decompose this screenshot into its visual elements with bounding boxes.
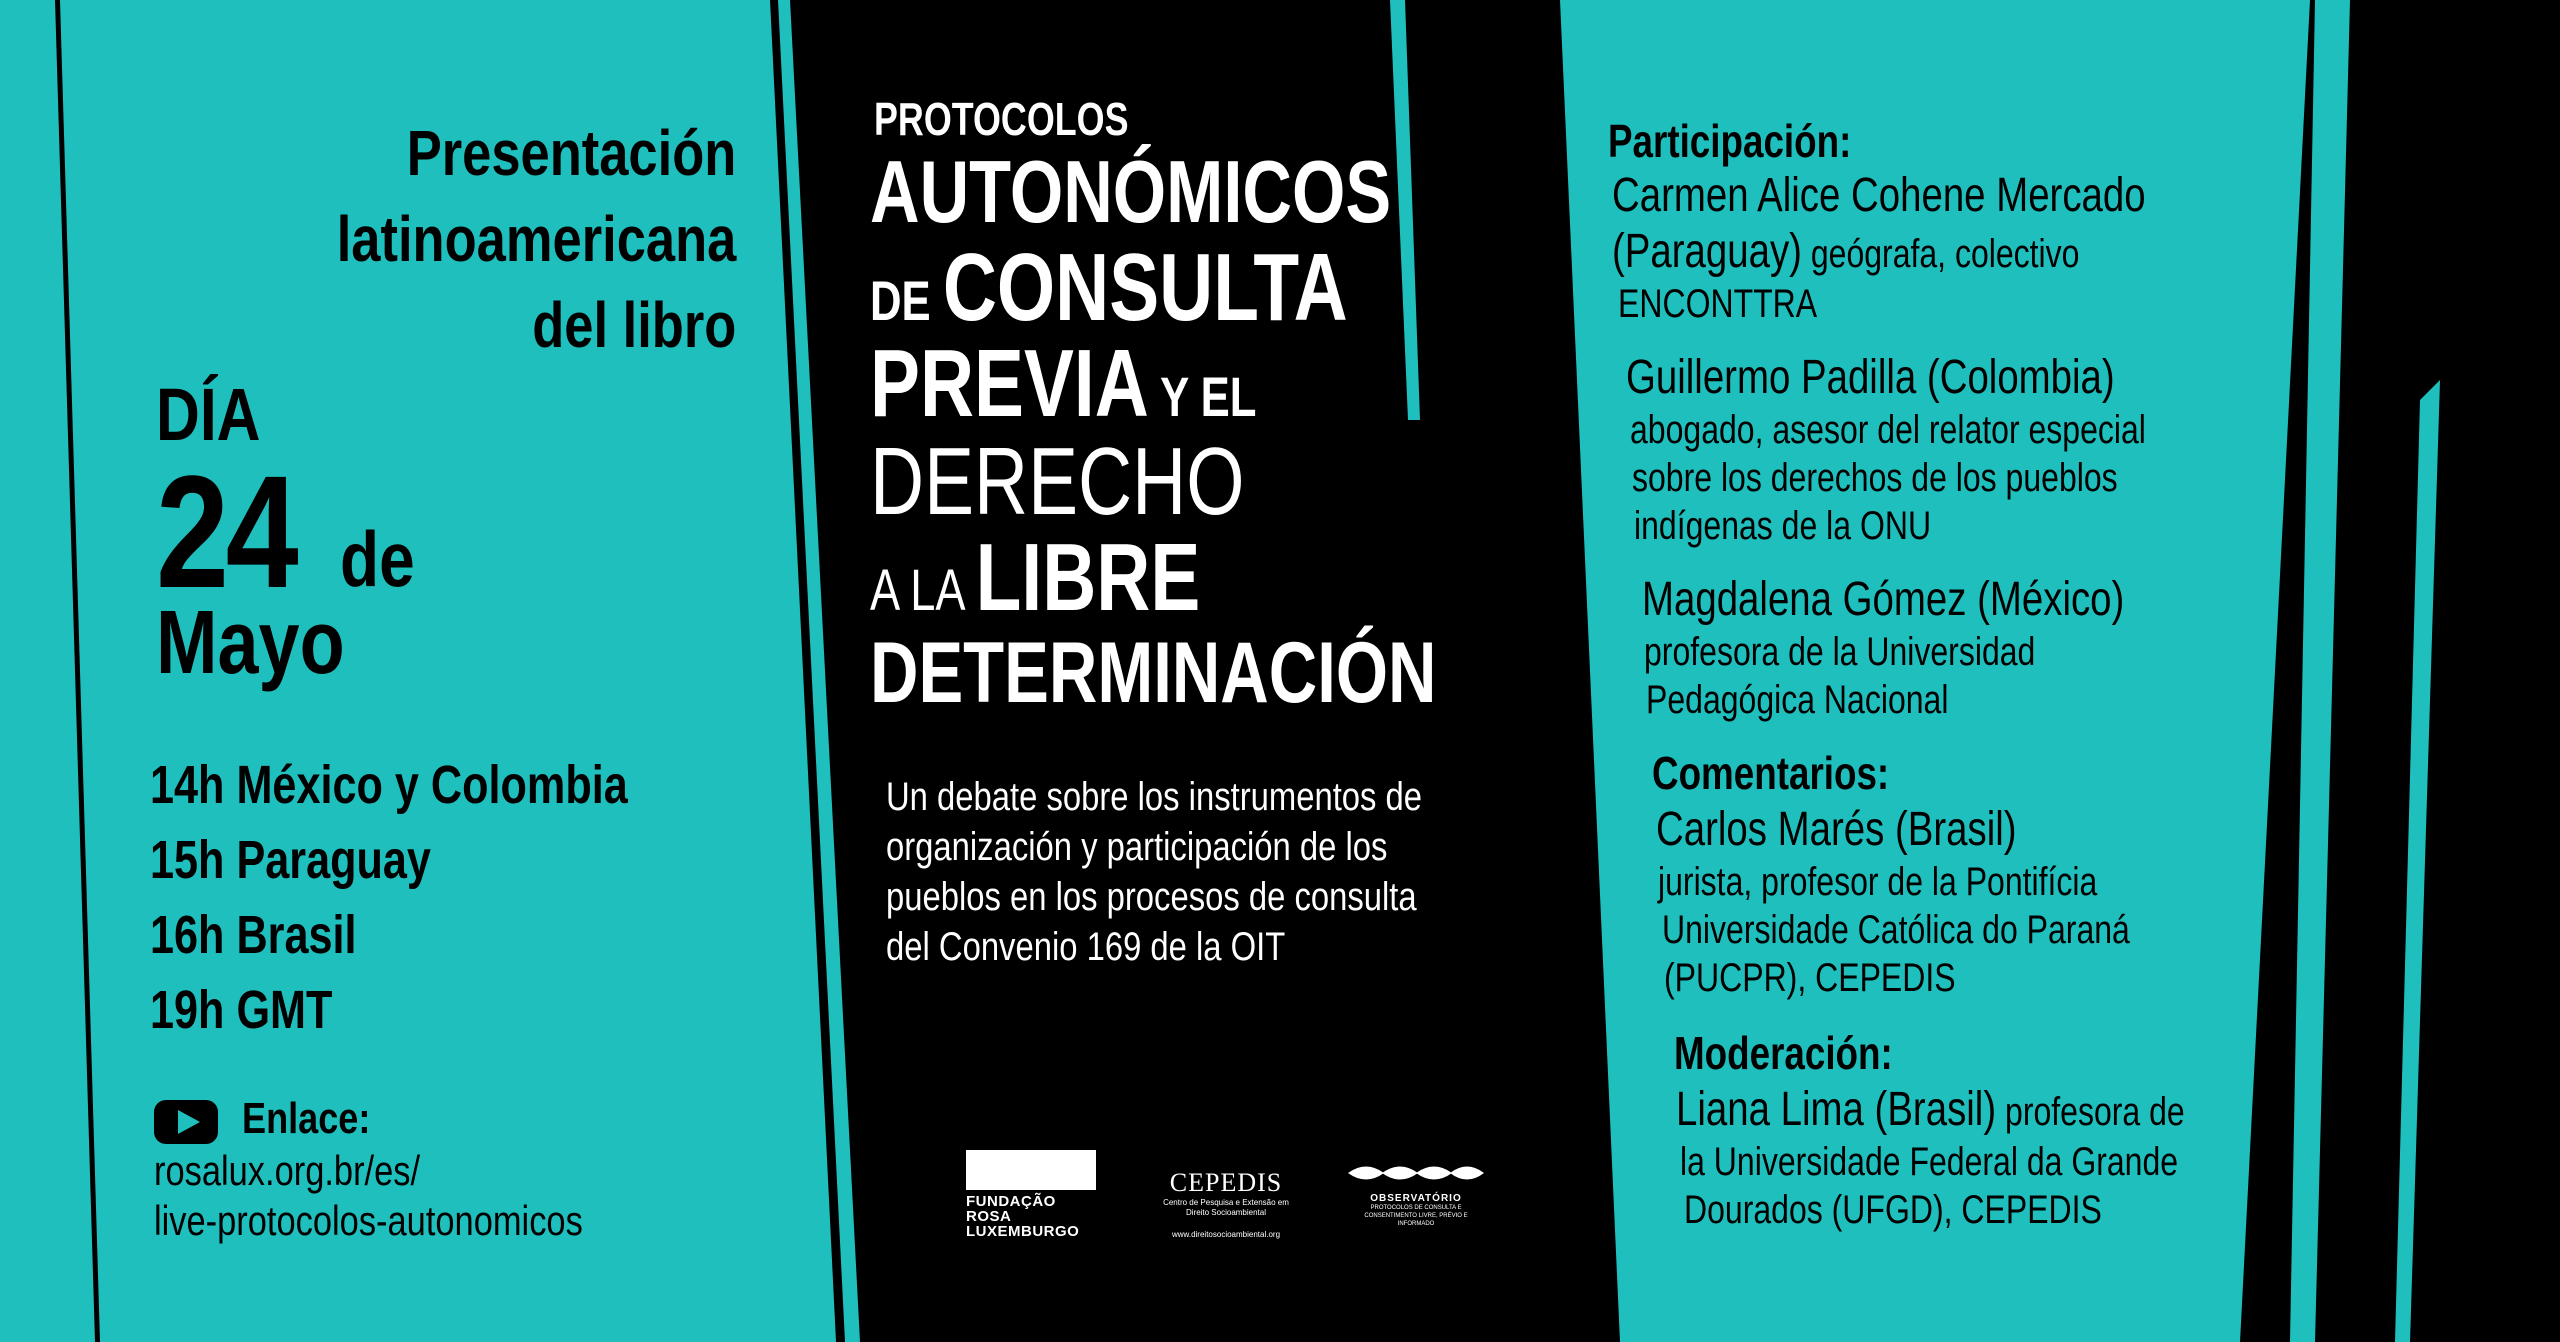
speaker-name: Guillermo Padilla (Colombia) [1626,351,2115,404]
frl-logo-text: FUNDAÇÃO ROSA LUXEMBURGO [966,1193,1080,1240]
moderator-name: Liana Lima (Brasil) [1676,1083,1997,1136]
commentator-role: (PUCPR), CEPEDIS [1664,956,1956,1000]
schedule-list [150,748,628,1048]
title-fragment: LIBRE [975,524,1201,631]
moderator-role: Dourados (UFGD), CEPEDIS [1684,1188,2102,1232]
schedule-item: 15h Paraguay [150,830,431,890]
cepedis-title: CEPEDIS [1169,1168,1283,1197]
presentation-line: latinoamericana [336,203,736,275]
schedule-item: 14h México y Colombia [150,755,628,815]
description-line: del Convenio 169 de la OIT [886,925,1286,969]
link-url-line[interactable]: rosalux.org.br/es/ [154,1147,421,1194]
title-line: AUTONÓMICOS [870,142,1392,241]
presentation-heading [336,110,736,368]
commentator-name: Carlos Marés (Brasil) [1656,803,2017,856]
speaker-role: indígenas de la ONU [1634,504,1932,548]
title-line: PROTOCOLOS [874,93,1129,145]
presentation-line: del libro [531,289,736,361]
speaker-name: Carmen Alice Cohene Mercado [1612,169,2146,222]
cepedis-logo [1152,1168,1300,1239]
frl-logo-block [966,1150,1096,1190]
description-line: organización y participación de los [886,825,1388,869]
schedule-item: 19h GMT [150,980,333,1040]
moderator-line [1676,1083,2185,1136]
moderation-heading: Moderación: [1674,1027,1893,1079]
title-line: DERECHO [870,428,1245,535]
title-fragment: A LA [870,558,976,623]
link-url[interactable] [154,1146,583,1246]
title-line [870,330,1338,437]
commentator-role: jurista, profesor de la Pontifícia [1658,860,2098,904]
day-label: DÍA [156,373,261,456]
speaker-role: Pedagógica Nacional [1646,678,1949,722]
speaker-country: (Paraguay) [1612,225,1802,278]
title-fragment: DE [870,269,943,332]
commentator-role: Universidade Católica do Paraná [1662,908,2130,952]
description-line: pueblos en los procesos de consulta [886,875,1417,919]
title-fragment: Y EL [1148,365,1257,428]
speaker-line [1612,225,2080,278]
link-label: Enlace: [242,1094,371,1143]
moderator-role: profesora de [1996,1090,2185,1134]
link-url-line[interactable]: live-protocolos-autonomicos [154,1197,583,1244]
description-line: Un debate sobre los instrumentos de [886,775,1423,819]
title-line [870,234,1348,341]
cepedis-url: www.direitosocioambiental.org [1171,1230,1281,1239]
date-connector: de [340,515,415,603]
title-fragment: CONSULTA [942,234,1348,341]
participation-heading: Participación: [1608,115,1852,167]
speaker-role: abogado, asesor del relator especial [1630,408,2146,452]
speaker-role: ENCONTTRA [1618,282,1818,326]
moderator-role: la Universidade Federal da Grande [1680,1140,2179,1184]
youtube-icon [154,1100,218,1144]
speaker-role: geógrafa, colectivo [1801,232,2080,276]
speaker-name: Magdalena Gómez (México) [1642,573,2125,626]
month-label: Mayo [156,593,345,693]
observatorio-mark-icon [1346,1160,1486,1186]
left-panel [0,0,780,1342]
cepedis-subtitle: Centro de Pesquisa e Extensão em Direito Socioambiental [1163,1198,1289,1217]
day-number: 24 [156,442,296,621]
schedule-item: 16h Brasil [150,905,357,965]
observatorio-title: OBSERVATÓRIO [1370,1193,1462,1204]
comments-heading: Comentarios: [1652,747,1890,799]
observatorio-logo [1346,1160,1486,1228]
title-line: DETERMINACIÓN [870,625,1437,721]
event-description [886,772,1427,972]
observatorio-subtitle: PROTOCOLOS DE CONSULTA E CONSENTIMENTO LIVRE, PRÉVIO E INFORMADO [1364,1205,1468,1227]
presentation-line: Presentación [406,117,736,189]
title-line [870,524,1338,631]
speaker-role: profesora de la Universidad [1644,630,2036,674]
book-title [870,93,1470,721]
speaker-role: sobre los derechos de los pueblos [1632,456,2118,500]
title-fragment: PREVIA [870,330,1149,437]
rosa-luxemburg-logo [966,1150,1096,1239]
